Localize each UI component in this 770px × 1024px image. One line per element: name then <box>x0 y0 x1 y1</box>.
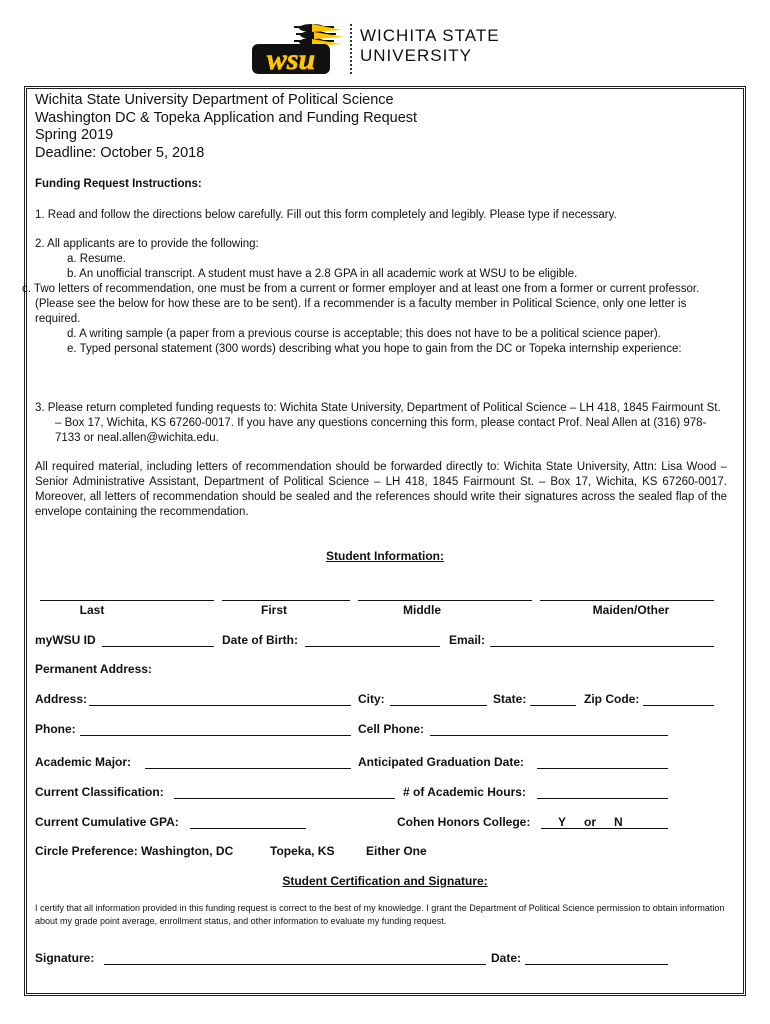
title-line-4: Deadline: October 5, 2018 <box>35 144 205 161</box>
title-line-2: Washington DC & Topeka Application and Funding Request <box>35 109 418 126</box>
email-field[interactable] <box>490 646 714 647</box>
graduation-date-label: Anticipated Graduation Date: <box>358 755 525 769</box>
last-label: Last <box>79 603 105 617</box>
classification-field[interactable] <box>174 798 395 799</box>
last-name-field[interactable] <box>40 600 214 601</box>
cell-phone-field[interactable] <box>430 735 668 736</box>
permanent-address-label: Permanent Address: <box>35 662 152 676</box>
city-label: City: <box>358 692 385 706</box>
date-label: Date: <box>491 951 522 965</box>
honors-or-text: or <box>584 815 596 829</box>
instruction-1: 1. Read and follow the directions below carefully. Fill out this form completely and legibly. Please type if necessary. <box>35 209 617 221</box>
zip-field[interactable] <box>643 705 714 706</box>
graduation-date-field[interactable] <box>537 768 668 769</box>
university-name-line1: WICHITA STATE <box>360 26 500 45</box>
academic-hours-label: # of Academic Hours: <box>403 785 526 799</box>
academic-major-label: Academic Major: <box>35 755 132 769</box>
instruction-2e: e. Typed personal statement (300 words) describing what you hope to gain from the DC or Topeka internship experience: <box>67 343 682 355</box>
middle-label: Middle <box>403 603 441 617</box>
cell-phone-label: Cell Phone: <box>358 722 425 736</box>
instruction-2b: b. An unofficial transcript. A student must have a 2.8 GPA in all academic work at WSU to be eligible. <box>67 268 578 280</box>
middle-name-field[interactable] <box>358 600 532 601</box>
instructions-heading: Funding Request Instructions: <box>35 178 202 190</box>
date-field[interactable] <box>525 964 668 965</box>
address-field[interactable] <box>89 705 351 706</box>
instruction-2d: d. A writing sample (a paper from a previous course is acceptable; this does not have to be a political science paper). <box>67 328 661 340</box>
mywsu-id-field[interactable] <box>102 646 214 647</box>
logo-wordmark: wsu <box>266 43 316 76</box>
required-material-note: All required material, including letters of recommendation should be forwarded directly to: Wichita State University, Attn: Lisa Wood – Senior Administrative Assistant, Department of Political Science – LH 418, 1845 Fairmount St. – Box 17, Wichita, KS 67260-0017. Moreover, all letters of recommendation should be sealed and the references should write their signatures across the sealed flap of the envelope containing the recommendation. <box>35 461 727 518</box>
signature-label: Signature: <box>35 951 95 965</box>
dob-field[interactable] <box>305 646 440 647</box>
zip-label: Zip Code: <box>584 692 640 706</box>
signature-field[interactable] <box>104 964 486 965</box>
form-title <box>35 92 417 162</box>
email-label: Email: <box>449 633 486 647</box>
wsu-shocker-logo-icon <box>250 20 350 78</box>
honors-no-option[interactable]: N <box>614 815 623 829</box>
address-label: Address: <box>35 692 88 706</box>
wsu-logo <box>250 20 530 80</box>
phone-field[interactable] <box>80 735 351 736</box>
certification-text: I certify that all information provided in this funding request is correct to the best of my knowledge. I grant the Department of Political Science permission to obtain information about my grade point average, enrollment status, and other information to evaluate my funding request. <box>35 903 725 926</box>
gpa-field[interactable] <box>190 828 306 829</box>
instruction-3: 3. Please return completed funding requests to: Wichita State University, Department of Political Science – LH 418, 1845 Fairmount St. – Box 17, Wichita, KS 67260-0017. If you have any questions concerning this form, please contact Prof. Neal Allen at (316) 978-7133 or neal.allen@wichita.edu. <box>35 402 721 444</box>
honors-yes-option[interactable]: Y <box>558 815 567 829</box>
state-field[interactable] <box>530 705 576 706</box>
phone-label: Phone: <box>35 722 76 736</box>
university-name <box>360 26 500 66</box>
academic-hours-field[interactable] <box>537 798 668 799</box>
title-line-3: Spring 2019 <box>35 127 114 143</box>
university-name-line2: UNIVERSITY <box>360 46 473 65</box>
state-label: State: <box>493 692 527 706</box>
classification-label: Current Classification: <box>35 785 164 799</box>
title-line-1: Wichita State University Department of Political Science <box>35 92 394 108</box>
honors-college-label: Cohen Honors College: <box>397 815 531 829</box>
circle-preference-either[interactable]: Either One <box>366 844 427 858</box>
maiden-name-field[interactable] <box>540 600 714 601</box>
circle-preference-topeka[interactable]: Topeka, KS <box>270 844 335 858</box>
instruction-2-intro: 2. All applicants are to provide the following: <box>35 238 259 250</box>
academic-major-field[interactable] <box>145 768 351 769</box>
certification-heading: Student Certification and Signature: <box>282 874 488 888</box>
circle-preference-washington[interactable]: Circle Preference: Washington, DC <box>35 844 234 858</box>
logo-divider <box>350 24 352 74</box>
maiden-label: Maiden/Other <box>592 603 670 617</box>
instruction-2c: c. Two letters of recommendation, one must be from a current or former employer and at least one from a former or current professor. (Please see the below for how these are to be sent). If a recommender is a faculty member in Political Science, only one letter is required. <box>22 283 700 325</box>
mywsu-id-label: myWSU ID <box>35 633 96 647</box>
city-field[interactable] <box>390 705 487 706</box>
student-info-heading: Student Information: <box>326 549 444 563</box>
first-name-field[interactable] <box>222 600 350 601</box>
instruction-2 <box>22 237 727 357</box>
gpa-label: Current Cumulative GPA: <box>35 815 179 829</box>
instruction-2a: a. Resume. <box>67 253 126 265</box>
first-label: First <box>260 603 287 617</box>
dob-label: Date of Birth: <box>222 633 298 647</box>
